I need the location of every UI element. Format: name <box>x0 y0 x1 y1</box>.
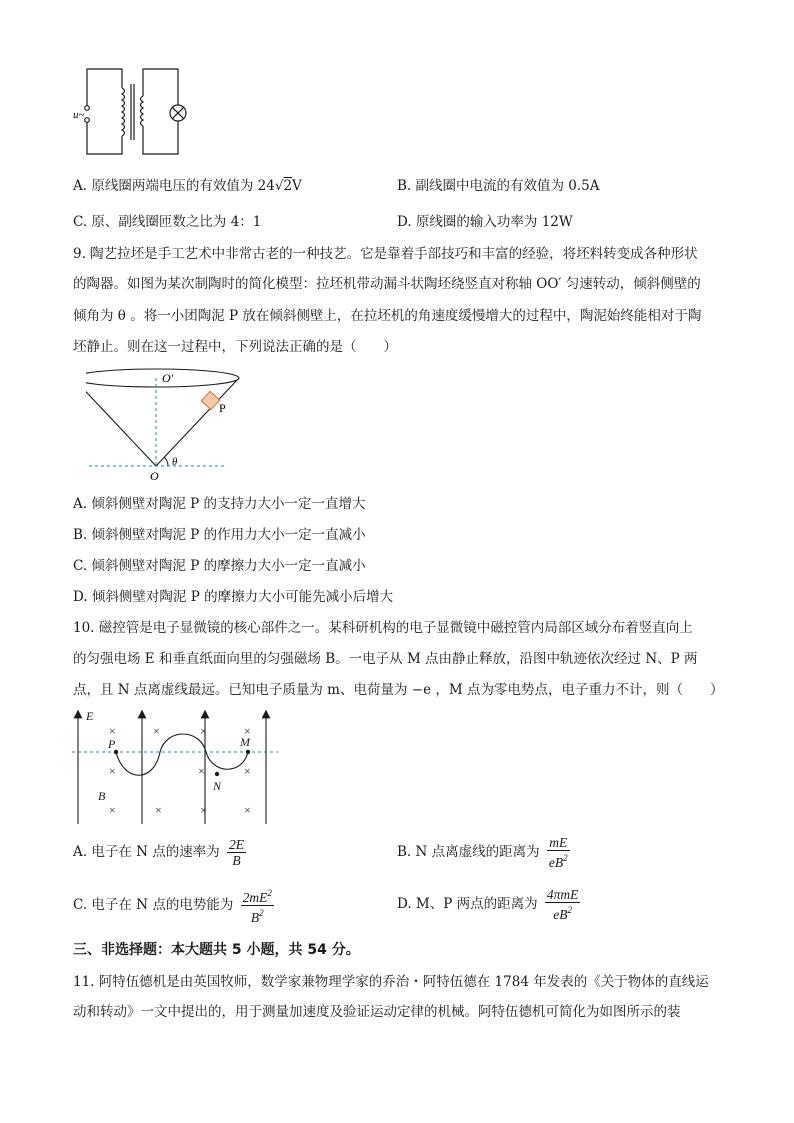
cross-mark: × <box>109 764 116 778</box>
cross-mark: × <box>109 803 116 817</box>
source-label: u~ <box>73 109 85 121</box>
cross-mark: × <box>244 724 251 738</box>
cone-diagram <box>86 366 246 484</box>
label-p: P <box>219 401 226 415</box>
cross-mark: × <box>155 803 162 817</box>
q10-option-a[interactable]: A. 电子在 N 点的速率为 $\frac{2E}{B}$ <box>73 837 245 868</box>
q9-stem-line: 倾角为 θ 。将一小团陶泥 P 放在倾斜侧壁上，在拉坯机的角速度缓慢增大的过程中，陶泥始终能相对于陶 <box>73 308 702 324</box>
label-p: P <box>108 737 116 751</box>
label-theta: θ <box>172 456 178 468</box>
q9-option-d[interactable]: D. 倾斜侧壁对陶泥 P 的摩擦力大小可能先减小后增大 <box>73 589 394 605</box>
cross-mark: × <box>153 724 160 738</box>
q8-option-c[interactable]: C. 原、副线圈匝数之比为 4：1 <box>73 214 262 230</box>
label-o-prime: O′ <box>162 371 174 385</box>
label-o: O <box>150 469 159 483</box>
q10-option-c[interactable]: C. 电子在 N 点的电势能为 $\frac{2mE^2}{B^2}$ <box>73 888 272 925</box>
label-m: M <box>240 735 250 749</box>
q10-option-b[interactable]: B. N 点离虚线的距离为 $\frac{mE}{eB^2}$ <box>397 835 568 870</box>
cross-mark: × <box>244 764 251 778</box>
cross-mark: × <box>198 764 205 778</box>
q11-stem-line: 11. 阿特伍德机是由英国牧师，数学家兼物理学家的乔治・阿特伍德在 1784 年发表的《关于物体的直线运 <box>73 974 709 990</box>
section-title: 三、非选择题：本大题共 5 小题，共 54 分。 <box>73 942 360 958</box>
field-diagram <box>72 708 282 828</box>
q9-option-a[interactable]: A. 倾斜侧壁对陶泥 P 的支持力大小一定一直增大 <box>73 496 366 512</box>
q9-stem-line: 的陶器。如图为某次制陶时的简化模型：拉坯机带动漏斗状陶坯绕竖直对称轴 OO′ 匀速转动，倾斜侧壁的 <box>73 276 701 292</box>
q10-stem-line: 10. 磁控管是电子显微镜的核心部件之一。某科研机构的电子显微镜中磁控管内局部区域分布着竖直向上 <box>73 620 693 636</box>
sqrt-icon: √ <box>274 178 284 194</box>
q10-option-d[interactable]: D. M、P 两点的距离为 $\frac{\text{4πmE}}{eB^2}$ <box>397 887 579 922</box>
cross-mark: × <box>200 724 207 738</box>
electron-trajectory <box>116 734 248 775</box>
clay-block <box>201 391 219 409</box>
cross-mark: × <box>200 803 207 817</box>
transformer-diagram <box>70 64 200 160</box>
cross-mark: × <box>244 803 251 817</box>
q9-option-b[interactable]: B. 倾斜侧壁对陶泥 P 的作用力大小一定一直减小 <box>73 527 366 543</box>
q11-stem-line: 动和转动》一文中提出的，用于测量加速度及验证运动定律的机械。阿特伍德机可简化为如图所示的装 <box>73 1004 681 1020</box>
q8-option-d[interactable]: D. 原线圈的输入功率为 12W <box>397 214 573 230</box>
label-e: E <box>86 709 94 723</box>
label-n: N <box>213 779 222 793</box>
q9-stem-line: 9. 陶艺拉坯是手工艺术中非常古老的一种技艺。它是靠着手部技巧和丰富的经验，将坯料转变成各种形状 <box>73 246 698 262</box>
label-b: B <box>98 789 106 803</box>
q9-stem-line: 坯静止。则在这一过程中，下列说法正确的是（ ） <box>73 339 397 355</box>
cross-mark: × <box>109 724 116 738</box>
q9-option-c[interactable]: C. 倾斜侧壁对陶泥 P 的摩擦力大小一定一直减小 <box>73 558 366 574</box>
q8-option-a[interactable]: A. 原线圈两端电压的有效值为 24√2V <box>73 178 302 194</box>
q10-stem-line: 点，且 N 点离虚线最远。已知电子质量为 m、电荷量为 −e ，M 点为零电势点，电子重力不计，则（ ） <box>73 682 724 698</box>
q10-stem-line: 的匀强电场 E 和垂直纸面向里的匀强磁场 B。一电子从 M 点由静止释放，沿图中轨迹依次经过 N、P 两 <box>73 651 698 667</box>
q8-option-b[interactable]: B. 副线圈中电流的有效值为 0.5A <box>397 178 600 194</box>
